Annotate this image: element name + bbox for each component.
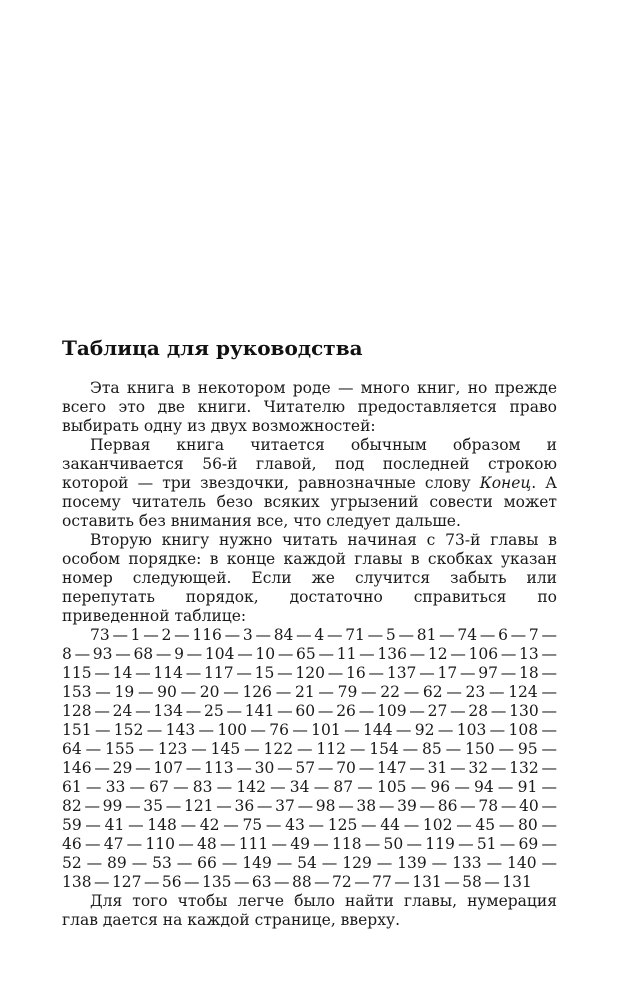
page-content — [62, 336, 557, 930]
end-word-italic: Конец — [479, 474, 532, 492]
paragraph-first-book-after: . А посему читатель безо всяких угрызений совести может оставить без внимания все, что следует дальше. — [62, 474, 558, 530]
chapter-heading: Таблица для руководства — [62, 336, 363, 360]
paragraph-intro: Эта книга в некотором роде — много книг, но прежде всего это две книги. Читателю предоставляется право выбирать одну из двух возможностей: — [62, 379, 557, 435]
body-text — [62, 379, 557, 930]
paragraph-first-book — [62, 436, 557, 531]
paragraph-note: Для того чтобы легче было найти главы, нумерация глав дается на каждой странице, вверху. — [62, 892, 557, 929]
paragraph-first-book-before: Первая книга читается обычным образом и заканчивается 56-й главой, под последней строкою которой — три звездочки, равнозначные слову — [62, 436, 557, 492]
paragraph-second-book: Вторую книгу нужно читать начиная с 73-й главы в особом порядке: в конце каждой главы в скобках указан номер следующей. Если же случится забыть или перепутать порядок, достаточно справиться по приведенной таблице: — [62, 531, 557, 625]
chapter-sequence: 73 — 1 — 2 — 116 — 3 — 84 — 4 — 71 — 5 — 81 — 74 — 6 — 7 — 8 — 93 — 68 — 9 — 104 — 10 — 65 — 11 — 136 — 12 — 106 — 13 — 115 — 14 — 114 — 117 — 15 — 120 — 16 — 137 — 17 — 97 — 18 — 153 — 19 — 90 — 20 — 126 — 21 — 79 — 22 — 62 — 23 — 124 — 128 — 24 — 134 — 25 — 141 — 60 — 26 — 109 — 27 — 28 — 130 — 151 — 152 — 143 — 100 — 76 — 101 — 144 — 92 — 103 — 108 — 64 — 155 — 123 — 145 — 122 — 112 — 154 — 85 — 150 — 95 — 146 — 29 — 107 — 113 — 30 — 57 — 70 — 147 — 31 — 32 — 132 — 61 — 33 — 67 — 83 — 142 — 34 — 87 — 105 — 96 — 94 — 91 — 82 — 99 — 35 — 121 — 36 — 37 — 98 — 38 — 39 — 86 — 78 — 40 — 59 — 41 — 148 — 42 — 75 — 43 — 125 — 44 — 102 — 45 — 80 — 46 — 47 — 110 — 48 — 111 — 49 — 118 — 50 — 119 — 51 — 69 — 52 — 89 — 53 — 66 — 149 — 54 — 129 — 139 — 133 — 140 — 138 — 127 — 56 — 135 — 63 — 88 — 72 — 77 — 131 — 58 — 131 — [62, 626, 557, 891]
